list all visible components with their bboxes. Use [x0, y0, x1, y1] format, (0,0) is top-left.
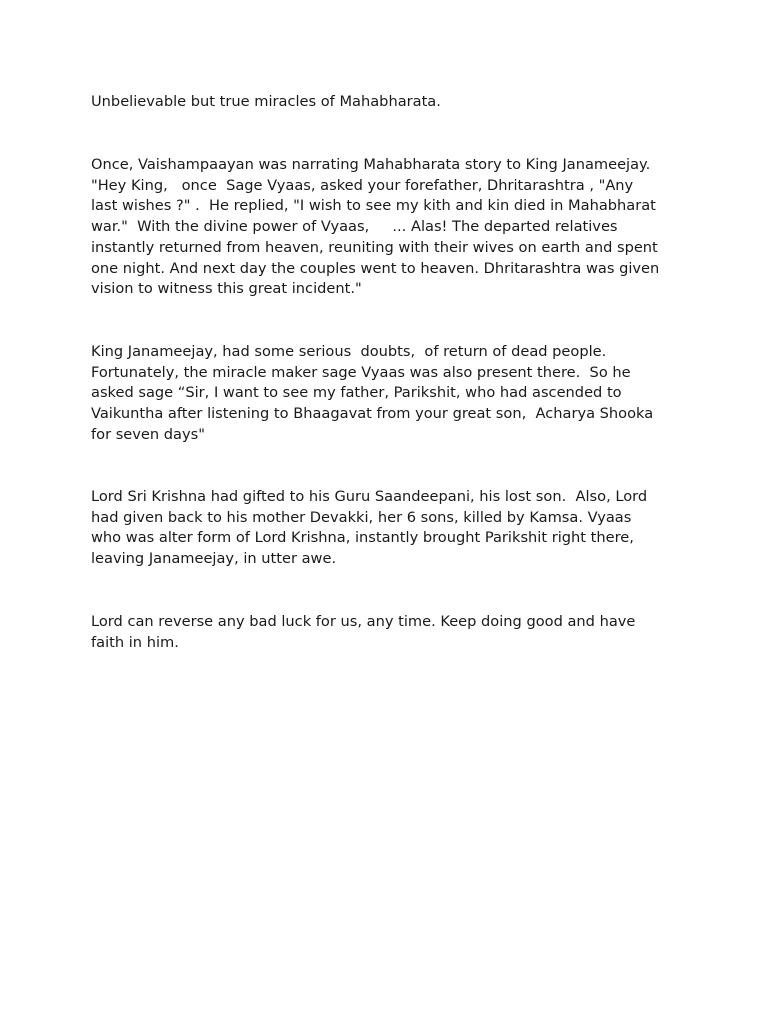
paragraph-3-line-3: who was alter form of Lord Krishna, instantly brought Parikshit right there, [91, 529, 634, 547]
paragraph-2-line-4: Vaikuntha after listening to Bhaagavat from your great son, Acharya Shooka [91, 405, 654, 423]
paragraph-1-line-7: vision to witness this great incident." [91, 280, 362, 298]
paragraph-2-line-3: asked sage “Sir, I want to see my father, Parikshit, who had ascended to [91, 384, 622, 402]
paragraph-1-line-2: "Hey King, once Sage Vyaas, asked your forefather, Dhritarashtra , "Any [91, 176, 634, 194]
paragraph-2-line-1: King Janameejay, had some serious doubts, of return of dead people. [91, 343, 607, 360]
paragraph-1-line-1: Once, Vaishampaayan was narrating Mahabharata story to King Janameejay. [91, 156, 651, 173]
paragraph-4-line-2: faith in him. [91, 633, 179, 651]
paragraph-3-line-4: leaving Janameejay, in utter awe. [91, 550, 337, 568]
paragraph-1-line-5: instantly returned from heaven, reuniting with their wives on earth and spent [91, 238, 658, 256]
paragraph-3-line-1: Lord Sri Krishna had gifted to his Guru Saandeepani, his lost son. Also, Lord [91, 488, 648, 505]
paragraph-1-line-6: one night. And next day the couples went to heaven. Dhritarashtra was given [91, 259, 660, 277]
paragraph-4-line-1: Lord can reverse any bad luck for us, any time. Keep doing good and have [91, 613, 636, 630]
paragraph-1-line-3: last wishes ?" . He replied, "I wish to see my kith and kin died in Mahabharat [91, 197, 656, 215]
document-title: Unbelievable but true miracles of Mahabharata. [91, 93, 441, 110]
paragraph-2-line-2: Fortunately, the miracle maker sage Vyaas was also present there. So he [91, 363, 631, 381]
paragraph-1-line-4: war." With the divine power of Vyaas, ... Alas! The departed relatives [91, 218, 618, 236]
paragraph-2-line-5: for seven days" [91, 425, 205, 443]
paragraph-3-line-2: had given back to his mother Devakki, her 6 sons, killed by Kamsa. Vyaas [91, 508, 632, 526]
